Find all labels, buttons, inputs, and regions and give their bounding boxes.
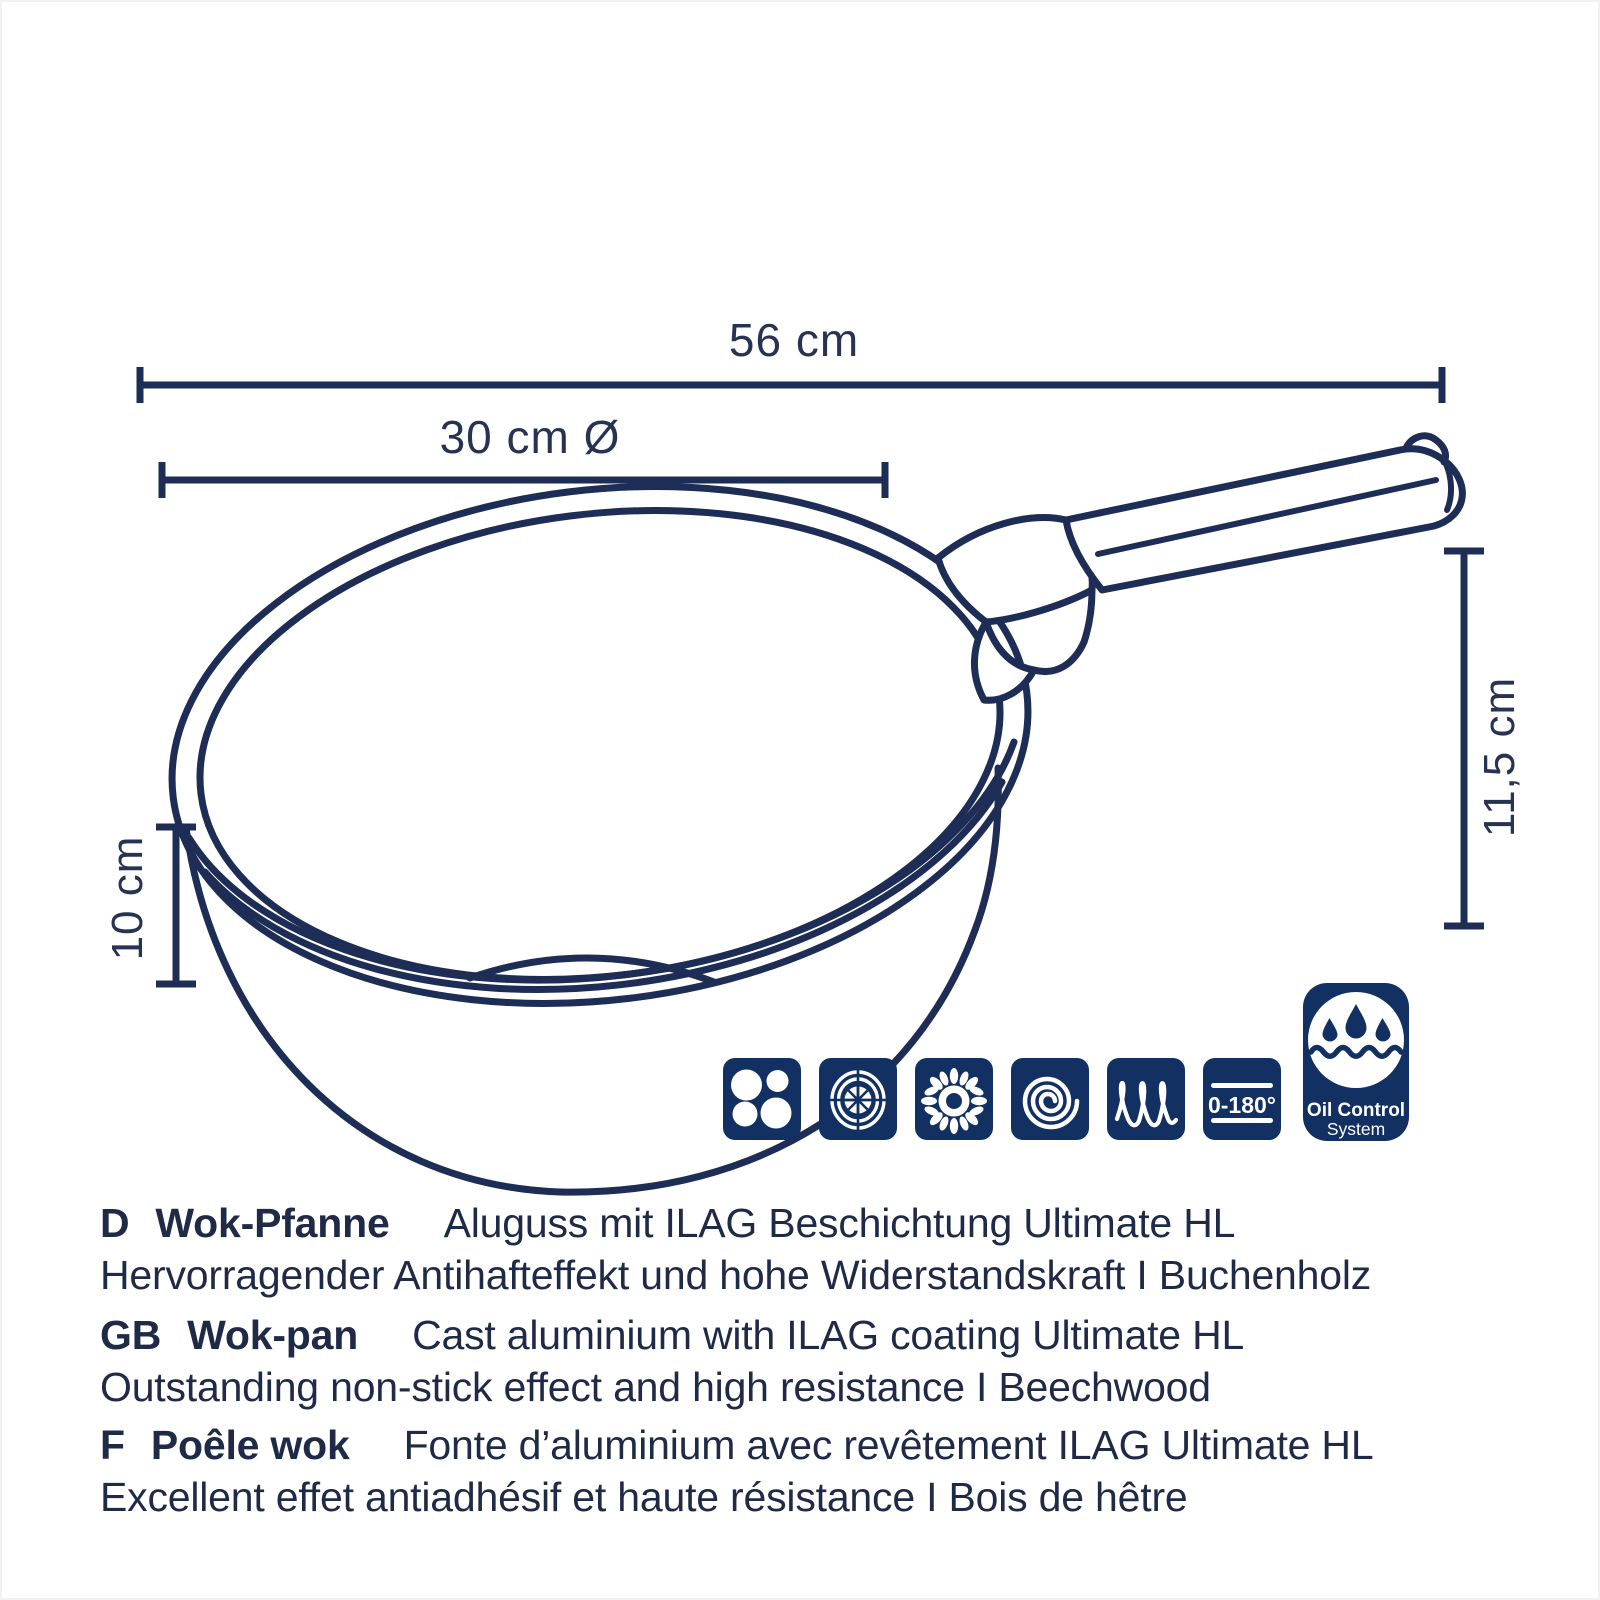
description-fr-line1: Fonte d’aluminium avec revêtement ILAG Ultimate HL: [403, 1422, 1374, 1468]
description-fr-line2: [100, 1474, 1188, 1521]
description-gb-line2-text: Outstanding non-stick effect and high resistance I Beechwood: [100, 1364, 1211, 1410]
badge-title: Oil Control: [1306, 1100, 1406, 1121]
dimension-label-depth: 10 cm: [103, 835, 152, 961]
description-fr-line2-text: Excellent effet antiadhésif et haute résistance I Bois de hêtre: [100, 1474, 1188, 1520]
dimension-label-diameter: 30 cm Ø: [439, 411, 621, 463]
induction-hob-icon: [722, 1057, 802, 1141]
language-code-fr: F: [100, 1422, 125, 1468]
glass-ceramic-hob-icon: [1010, 1057, 1090, 1141]
oil-control-system-badge: [1302, 982, 1410, 1142]
sealed-hotplate-icon: [818, 1057, 898, 1141]
language-code-gb: GB: [100, 1312, 162, 1358]
product-name-fr: Poêle wok: [150, 1422, 350, 1468]
dimension-label-total-length: 56 cm: [728, 314, 860, 366]
description-gb-line2: [100, 1364, 1211, 1411]
badge-subtitle: System: [1326, 1119, 1386, 1139]
description-gb-line1: Cast aluminium with ILAG coating Ultimate HL: [412, 1312, 1245, 1358]
oven-safe-icon: [1202, 1057, 1282, 1141]
description-de-line1: Aluguss mit ILAG Beschichtung Ultimate HL: [443, 1200, 1236, 1246]
dimension-line-total-length: [140, 367, 1442, 403]
product-name-gb: Wok-pan: [187, 1312, 359, 1358]
oven-temperature-range: 0-180°: [1207, 1092, 1277, 1118]
language-code-de: D: [100, 1200, 130, 1246]
description-gb-title: [100, 1312, 1244, 1359]
dimension-label-height: 11,5 cm: [1475, 676, 1524, 838]
dimension-line-diameter: [162, 462, 885, 498]
description-de-title: [100, 1200, 1235, 1247]
description-de-line2: [100, 1252, 1371, 1299]
product-name-de: Wok-Pfanne: [155, 1200, 390, 1246]
description-de-line2-text: Hervorragender Antihafteffekt und hohe Widerstandskraft I Buchenholz: [100, 1252, 1372, 1298]
gas-hob-icon: [914, 1057, 994, 1141]
halogen-hob-icon: [1106, 1057, 1186, 1141]
description-fr-title: [100, 1422, 1373, 1469]
